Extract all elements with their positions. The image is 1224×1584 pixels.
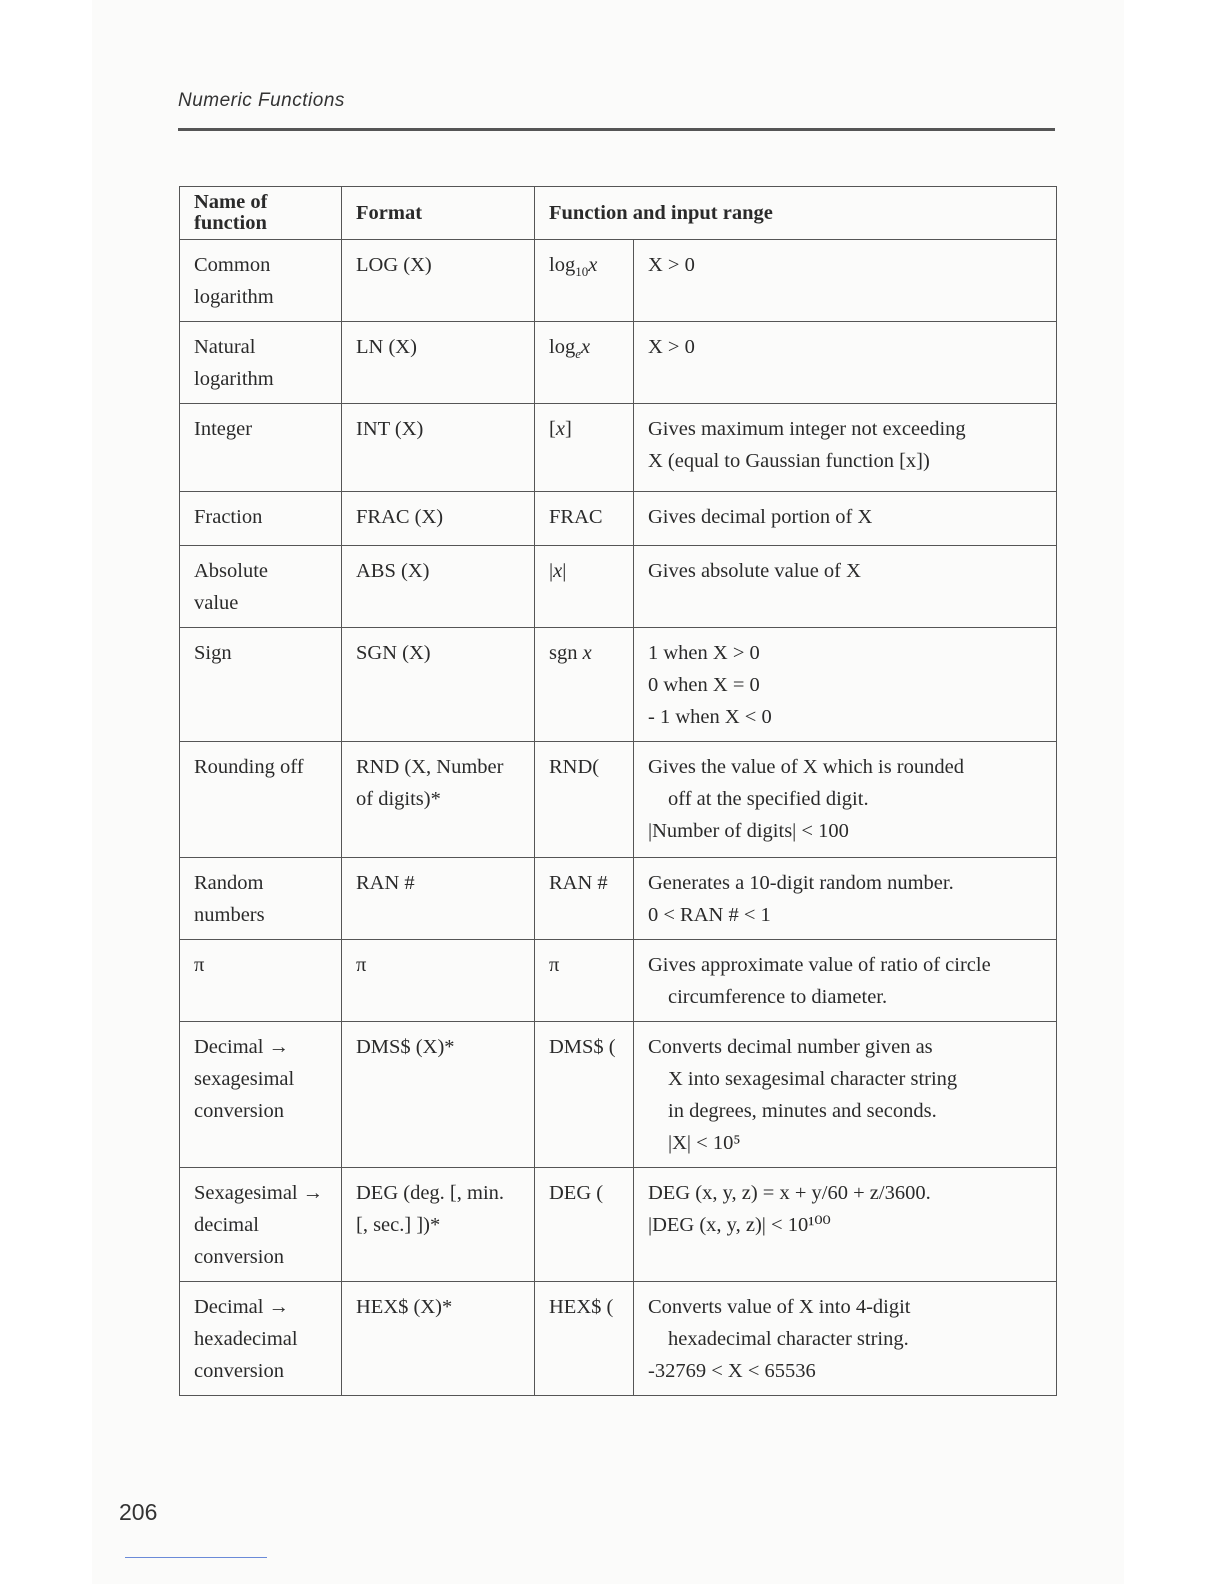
- table-row: [180, 404, 1057, 492]
- function-symbol: $\log_ex$: [549, 336, 591, 362]
- function-name-cell: [180, 1282, 342, 1396]
- function-symbol: DEG (: [549, 1182, 604, 1204]
- function-name-line: sexagesimal: [194, 1068, 295, 1090]
- range-line: Gives decimal portion of X: [648, 506, 873, 528]
- function-name-line: numbers: [194, 904, 265, 926]
- function-name-line: Random: [194, 872, 264, 894]
- range-line: off at the specified digit.: [668, 788, 869, 810]
- format-cell: [342, 492, 535, 546]
- format-cell: [342, 742, 535, 858]
- function-name-line: Decimal →: [194, 1036, 290, 1058]
- table-row: [180, 492, 1057, 546]
- range-line: |X| < 10⁵: [668, 1132, 741, 1154]
- symbol-cell: [535, 546, 634, 628]
- range-line: in degrees, minutes and seconds.: [668, 1100, 937, 1122]
- table-row: [180, 546, 1057, 628]
- function-name-cell: [180, 940, 342, 1022]
- function-name-line: logarithm: [194, 368, 274, 390]
- function-name-line: Integer: [194, 418, 253, 440]
- range-line: 0 < RAN # < 1: [648, 904, 771, 926]
- table-row: [180, 742, 1057, 858]
- format-line: of digits)*: [356, 788, 441, 810]
- format-line: RAN #: [356, 872, 415, 894]
- range-line: 1 when X > 0: [648, 642, 760, 664]
- format-line: DEG (deg. [, min.: [356, 1182, 505, 1204]
- format-cell: [342, 628, 535, 742]
- range-cell: [634, 1168, 1057, 1282]
- range-line: hexadecimal character string.: [668, 1328, 909, 1350]
- function-name-cell: [180, 546, 342, 628]
- range-line: Gives maximum integer not exceeding: [648, 418, 966, 440]
- function-name-line: Fraction: [194, 506, 263, 528]
- function-name-cell: [180, 492, 342, 546]
- range-cell: [634, 742, 1057, 858]
- range-line: - 1 when X < 0: [648, 706, 772, 728]
- table-row: [180, 1022, 1057, 1168]
- symbol-cell: [535, 1282, 634, 1396]
- function-name-cell: [180, 1022, 342, 1168]
- format-line: RND (X, Number: [356, 756, 504, 778]
- format-line: π: [356, 954, 367, 976]
- column-header-format: Format: [342, 187, 535, 240]
- function-name-line: Sign: [194, 642, 232, 664]
- table-row: [180, 940, 1057, 1022]
- format-cell: [342, 1168, 535, 1282]
- range-line: Gives absolute value of X: [648, 560, 861, 582]
- range-line: -32769 < X < 65536: [648, 1360, 816, 1382]
- table-row: [180, 240, 1057, 322]
- range-cell: [634, 240, 1057, 322]
- function-symbol: DMS$ (: [549, 1036, 616, 1058]
- range-cell: [634, 322, 1057, 404]
- function-symbol: π: [549, 954, 560, 976]
- function-name-line: logarithm: [194, 286, 274, 308]
- format-line: FRAC (X): [356, 506, 444, 528]
- symbol-cell: [535, 628, 634, 742]
- range-line: 0 when X = 0: [648, 674, 760, 696]
- format-cell: [342, 940, 535, 1022]
- range-line: Generates a 10-digit random number.: [648, 872, 954, 894]
- function-name-cell: [180, 628, 342, 742]
- function-name-cell: [180, 404, 342, 492]
- table-row: [180, 858, 1057, 940]
- range-line: Converts decimal number given as: [648, 1036, 933, 1058]
- table-row: [180, 628, 1057, 742]
- format-cell: [342, 1022, 535, 1168]
- column-header-name: Name of function: [180, 187, 342, 240]
- function-symbol: FRAC: [549, 506, 603, 528]
- range-cell: [634, 628, 1057, 742]
- header-rule: [178, 128, 1055, 131]
- symbol-cell: [535, 940, 634, 1022]
- function-name-line: Natural: [194, 336, 256, 358]
- range-cell: [634, 940, 1057, 1022]
- function-name-cell: [180, 742, 342, 858]
- bottom-mark: [125, 1557, 267, 1558]
- symbol-cell: [535, 322, 634, 404]
- function-symbol: RND(: [549, 756, 600, 778]
- table-row: [180, 1282, 1057, 1396]
- function-name-cell: [180, 322, 342, 404]
- numeric-functions-table: [179, 186, 1057, 1396]
- function-name-line: conversion: [194, 1100, 284, 1122]
- range-line: X > 0: [648, 254, 695, 276]
- format-cell: [342, 322, 535, 404]
- running-header-title: Numeric Functions: [178, 90, 345, 111]
- function-name-line: conversion: [194, 1246, 284, 1268]
- symbol-cell: [535, 742, 634, 858]
- range-line: X (equal to Gaussian function [x]): [648, 450, 930, 472]
- function-name-line: conversion: [194, 1360, 284, 1382]
- symbol-cell: [535, 492, 634, 546]
- range-cell: [634, 492, 1057, 546]
- range-cell: [634, 546, 1057, 628]
- range-cell: [634, 1282, 1057, 1396]
- function-symbol: [x]: [549, 418, 572, 440]
- range-line: X into sexagesimal character string: [668, 1068, 958, 1090]
- function-name-line: Common: [194, 254, 271, 276]
- table-header-row: [180, 187, 1057, 240]
- format-line: INT (X): [356, 418, 424, 440]
- format-line: SGN (X): [356, 642, 431, 664]
- function-symbol: RAN #: [549, 872, 608, 894]
- range-line: DEG (x, y, z) = x + y/60 + z/3600.: [648, 1182, 931, 1204]
- range-line: X > 0: [648, 336, 695, 358]
- function-name-cell: [180, 1168, 342, 1282]
- format-cell: [342, 546, 535, 628]
- range-line: |Number of digits| < 100: [648, 820, 849, 842]
- function-name-cell: [180, 858, 342, 940]
- symbol-cell: [535, 858, 634, 940]
- range-line: circumference to diameter.: [668, 986, 888, 1008]
- format-line: LOG (X): [356, 254, 432, 276]
- table-row: [180, 1168, 1057, 1282]
- format-cell: [342, 1282, 535, 1396]
- range-cell: [634, 404, 1057, 492]
- symbol-cell: [535, 404, 634, 492]
- function-symbol: |x|: [549, 560, 567, 582]
- symbol-cell: [535, 1168, 634, 1282]
- format-line: HEX$ (X)*: [356, 1296, 453, 1318]
- column-header-range: Function and input range: [535, 187, 1057, 240]
- function-name-line: Decimal →: [194, 1296, 290, 1318]
- page-number: 206: [119, 1499, 158, 1525]
- table-row: [180, 322, 1057, 404]
- range-line: Converts value of X into 4-digit: [648, 1296, 911, 1318]
- function-name-line: π: [194, 954, 205, 976]
- format-line: [, sec.] ])*: [356, 1214, 441, 1236]
- format-cell: [342, 404, 535, 492]
- format-line: LN (X): [356, 336, 417, 358]
- symbol-cell: [535, 1022, 634, 1168]
- range-line: Gives the value of X which is rounded: [648, 756, 964, 778]
- function-symbol: $\log_{10}x$: [549, 254, 598, 280]
- function-symbol: sgn x: [549, 642, 592, 664]
- range-cell: [634, 858, 1057, 940]
- function-name-line: value: [194, 592, 239, 614]
- function-name-cell: [180, 240, 342, 322]
- format-line: ABS (X): [356, 560, 430, 582]
- format-line: DMS$ (X)*: [356, 1036, 455, 1058]
- format-cell: [342, 858, 535, 940]
- range-line: |DEG (x, y, z)| < 10¹⁰⁰: [648, 1214, 831, 1236]
- function-symbol: HEX$ (: [549, 1296, 614, 1318]
- function-name-line: hexadecimal: [194, 1328, 298, 1350]
- function-name-line: decimal: [194, 1214, 259, 1236]
- range-cell: [634, 1022, 1057, 1168]
- symbol-cell: [535, 240, 634, 322]
- range-line: Gives approximate value of ratio of circle: [648, 954, 991, 976]
- function-name-line: Sexagesimal →: [194, 1182, 324, 1204]
- function-name-line: Absolute: [194, 560, 269, 582]
- function-name-line: Rounding off: [194, 756, 304, 778]
- table-body: [180, 240, 1057, 1396]
- format-cell: [342, 240, 535, 322]
